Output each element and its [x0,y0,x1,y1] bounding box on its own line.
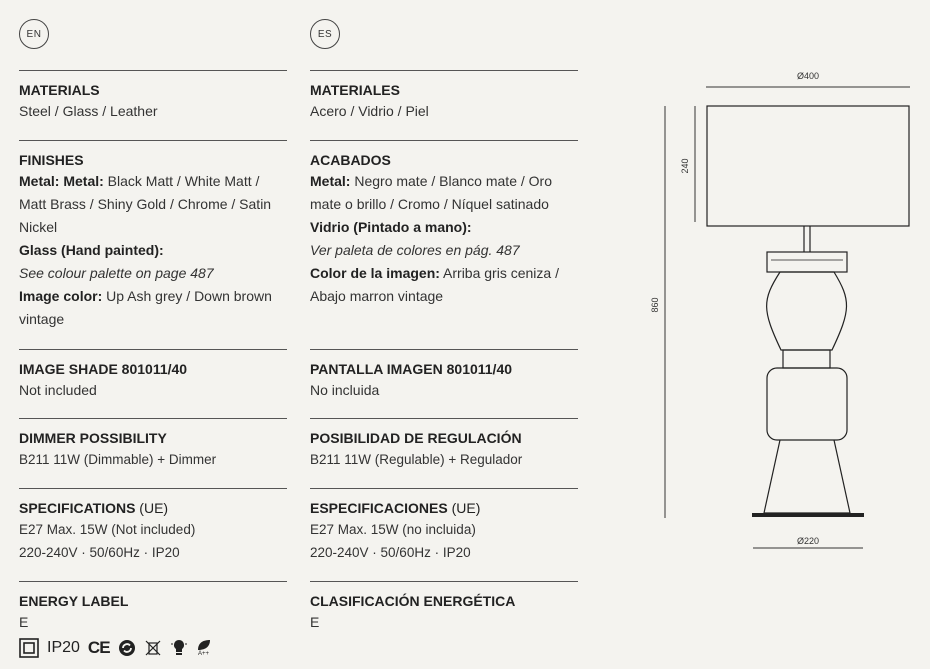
glass-label-es: Vidrio (Pintado a mano): [310,219,472,235]
materials-text: Steel / Glass / Leather [19,103,158,119]
dimmer-text: B211 11W (Dimmable) + Dimmer [19,452,217,467]
image-color-text-es: Arriba gris ceniza / Abajo marron vintage [310,265,559,304]
energy-title: ENERGY LABEL [19,593,129,609]
lamp-upper-glass [767,272,847,350]
shade-title: IMAGE SHADE 801011/40 [19,361,188,377]
ip-rating-text: IP20 [47,639,80,656]
specifications-line-1: E27 Max. 15W (Not included) [19,522,196,537]
specifications-section [19,488,287,564]
language-badge-en: EN [19,19,49,49]
lamp-foot [752,513,864,517]
certification-icons [19,638,212,658]
acabados-text [310,170,578,308]
total-height-label: 860 [650,297,660,313]
materiales-section [310,70,578,123]
finishes-text [19,170,287,331]
glass-text-es: Ver paleta de colores en pág. 487 [310,242,520,258]
lamp-lower-glass [767,368,847,440]
shade-text: Not included [19,382,97,398]
pantalla-section [310,349,578,402]
image-color-label: Image color: [19,288,103,304]
lamp-shade [707,106,909,226]
materials-title: MATERIALS [19,82,100,98]
clasificacion-section [310,581,578,634]
bulb-icon [170,638,188,658]
shade-height-label: 240 [680,158,690,174]
materials-section [19,70,287,123]
regulacion-title: POSIBILIDAD DE REGULACIÓN [310,430,522,446]
regulacion-text: B211 11W (Regulable) + Regulador [310,452,523,467]
metal-text-es: Negro mate / Blanco mate / Oro mate o brillo / Cromo / Níquel satinado [310,173,552,212]
language-badge-es: ES [310,19,340,49]
materiales-title: MATERIALES [310,82,400,98]
image-color-label-es: Color de la imagen: [310,265,440,281]
image-color-text: Up Ash grey / Down brown vintage [19,288,272,327]
energy-section [19,581,287,634]
metal-label: Metal: Metal: [19,173,104,189]
finishes-section [19,140,287,331]
lamp-collar [783,350,830,368]
technical-drawing [640,60,920,560]
materiales-text: Acero / Vidrio / Piel [310,103,429,119]
glass-text: See colour palette on page 487 [19,265,214,281]
base-width-label: Ø220 [796,536,820,546]
metal-text: Black Matt / White Matt / Matt Brass / Shiny Gold / Chrome / Satin Nickel [19,173,272,235]
top-width-label: Ø400 [796,71,820,81]
class-ii-icon [19,638,39,658]
especificaciones-title: ESPECIFICACIONES (UE) [310,500,481,516]
specifications-line-2: 220-240V · 50/60Hz · IP20 [19,545,180,560]
finishes-title: FINISHES [19,152,84,168]
energy-text: E [19,614,29,630]
clasificacion-text: E [310,614,320,630]
shade-section [19,349,287,402]
glass-label: Glass (Hand painted): [19,242,164,258]
weee-bin-icon [144,639,162,657]
especificaciones-section [310,488,578,564]
dimmer-section [19,418,287,471]
lamp-base [764,440,850,513]
ce-mark-icon: CE [87,638,110,657]
pantalla-text: No incluida [310,382,380,398]
acabados-section [310,140,578,308]
acabados-title: ACABADOS [310,152,391,168]
recycling-icon [118,639,136,657]
metal-label-es: Metal: [310,173,351,189]
lamp-top-cup [767,252,847,272]
dimmer-title: DIMMER POSSIBILITY [19,430,167,446]
energy-class-icon: A++ [196,639,212,657]
especificaciones-line-2: 220-240V · 50/60Hz · IP20 [310,545,471,560]
clasificacion-title: CLASIFICACIÓN ENERGÉTICA [310,593,516,609]
specifications-title: SPECIFICATIONS (UE) [19,500,169,516]
pantalla-title: PANTALLA IMAGEN 801011/40 [310,361,513,377]
especificaciones-line-1: E27 Max. 15W (no incluida) [310,522,476,537]
regulacion-section [310,418,578,471]
leaf-icon [196,639,212,651]
